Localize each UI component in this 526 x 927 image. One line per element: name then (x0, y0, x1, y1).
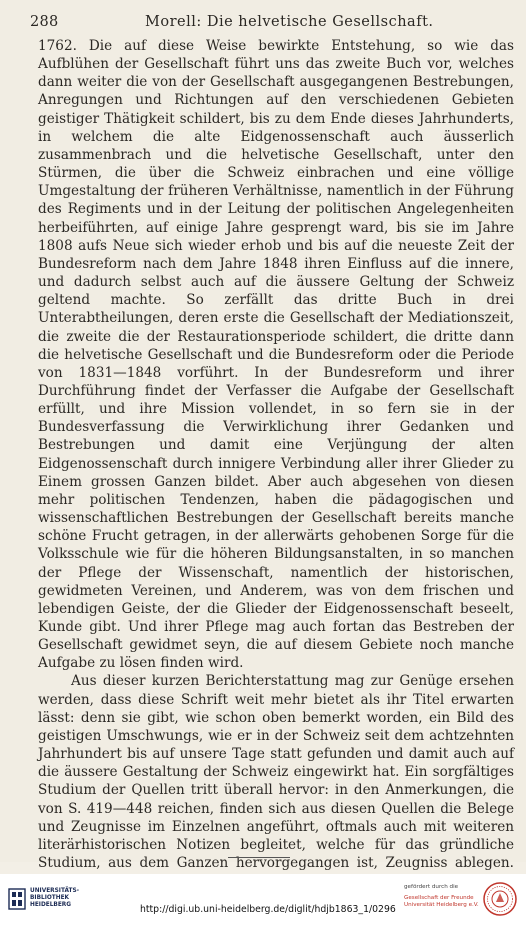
page-header (30, 14, 508, 36)
digital-url-link[interactable]: http://digi.ub.uni-heidelberg.de/diglit/hdjb1863_1/0296 (140, 904, 396, 915)
paragraph-2: Aus dieser kurzen Berichterstattung mag zur Genüge ersehen werden, dass diese Schrift weit mehr bietet als ihr Titel erwarten lässt: denn sie gibt, wie schon oben bemerkt worden, ein Bild des geistigen Umschwungs, wie er in der Schweiz seit dem achtzehnten Jahrhundert bis auf unsere Tage statt gefunden und damit auch auf die äussere Gestaltung der Schweiz eingewirkt hat. Ein sorgfältiges Studium der Quellen tritt überall hervor: in den Anmerkungen, die von S. 419—448 reichen, finden sich aus diesen Quellen die Belege und Zeugnisse im Einzelnen angeführt, oftmals auch mit weiteren literärhistorischen Notizen begleitet, welche für das gründliche Studium, aus dem Ganzen hervorgegangen ist, Zeugniss ablegen. (38, 673, 514, 872)
funder-credit (404, 884, 480, 924)
page-number: 288 (30, 14, 59, 30)
article-body (38, 37, 514, 890)
library-crest-icon (8, 888, 26, 910)
library-logo[interactable] (8, 886, 94, 918)
paragraph-1: 1762. Die auf diese Weise bewirkte Entstehung, so wie das Aufblühen der Gesellschaft führt uns das zweite Buch vor, welches dann weiter die von der Gesellschaft ausgegangenen Bestrebungen, Anregungen und Richtungen auf den verschiedenen Gebieten geistiger Thätigkeit schildert, bis zu dem Ende dieses Jahrhunderts, in welchem die alte Eidgenossenschaft auch äusserlich zusammenbrach und die helvetische Gesellschaft, unter den Stürmen, die über die Schweiz einbrachen und eine völlige Umgestaltung der früheren Verhältnisse, namentlich in der Führung des Regiments und in der Leitung der politischen Angelegenheiten herbeiführten, auf einige Jahre gesprengt ward, bis sie im Jahre 1808 aufs Neue sich wieder erhob und bis auf die neueste Zeit der Bundesreform nach dem Jahre 1848 ihren Einfluss auf die innere, und dadurch selbst auch auf die äussere Geltung der Schweiz geltend machte. So zerfällt das dritte Buch in drei Unterabtheilungen, deren erste die Gesellschaft der Mediationszeit, die zweite die der Restaurationsperiode schildert, die dritte dann die helvetische Gesellschaft und die Bundesreform oder die Periode von 1831—1848 vorführt. In der Bundesreform und ihrer Durchführung findet der Verfasser die Aufgabe der Gesellschaft erfüllt, und ihre Mission vollendet, in so fern sie in der Bundesverfassung die Verwirklichung ihrer Gedanken und Bestrebungen und damit eine Verjüngung der alten Eidgenossenschaft durch innigere Verbindung aller ihrer Glieder zu Einem grossen Ganzen bildet. Aber auch abgesehen von diesen mehr politischen Tendenzen, haben die pädagogischen und wissenschaftlichen Bestrebungen der Gesellschaft bereits manche schöne Frucht getragen, in der allerwärts gehobenen Sorge für die Volksschule wie für die höheren Bildungsanstalten, in so manchen der Pflege der Wissenschaft, namentlich der historischen, gewidmeten Vereinen, und Anderem, was von dem frischen und lebendigen Geiste, der die Glieder der Eidgenossenschaft beseelt, Kunde gibt. Und ihrer Pflege mag auch fortan das Bestreben der Gesellschaft gewidmet seyn, die auf diesem Gebiete noch manche Aufgabe zu lösen finden wird. (38, 38, 514, 672)
running-title: Morell: Die helvetische Gesellschaft. (145, 14, 434, 30)
library-name: UNIVERSITÄTS- BIBLIOTHEK HEIDELBERG (30, 888, 80, 909)
funder-name: Gesellschaft der Freunde Universität Heidelberg e.V. (404, 895, 479, 908)
closing-rule (228, 857, 290, 858)
footer-bar (0, 874, 526, 927)
university-seal-icon (482, 881, 518, 917)
funded-by-label: gefördert durch die (404, 884, 459, 890)
